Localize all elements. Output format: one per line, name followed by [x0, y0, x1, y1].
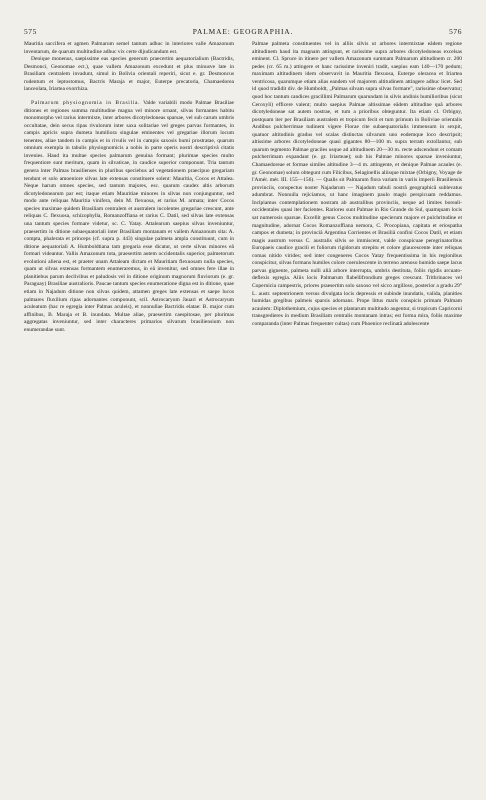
- paragraph: Denique monenus, saepissime eas species generum praecertim aequatorialium (Bactridis, Desmonci, Geonomae ect.), quae vallem Amazonum excedunt et plus minusve late in Brasiliam centralem invadunt, simul in Bolivia orientali reperiri, sicut e. gr. Desmoncus rudentum et leptostomus, Bactris Maraja et major, Euterpe precatoria, Chamaedorea lanceolata, Iriartea exorrhiza.: [24, 56, 234, 93]
- paragraph-text: Valde variabili modo Palmae Brasiliae ditiones et regiones summa multitudine magna vel minore ornant, silvas formantes habitu monomorpho vel rarius intermixte, inter arbores dicotyledoneas sparsae, vel sub carum umbris occultatae, dein secus ripas rivulorum inter saxa solitariae vel greges parvas formantes, in campis apricis supra dumeta humiliora singulae eminentes vel gregariae illorum locum tenentes, aliae tandem in campis et in rivulis vel in campis saxosis humi prostratae, quarum omnium exempla in tabulis physiognomicis a nobis in parte operis nostri descriptivâ citatis invenies. Haud ita multae species palmarum genuina formant; plurimae species multo frequentiore sunt meritum, quam in silvaticae, in caudice superior componunt. Tria tantum genera inter Palmas brasilienses in pluribus speciebus ad vegetationem praecipuo gregariam tendunt et solo amoeniore silvas late extensas constituere solent: Mauritia, Cocos et Attalea. Neque harum omnes species, sed tantum majores, esc. quarum caudex altis arborum dicotyledonearum par est; itaque etiam Mauritiae minores in silvas non conjunguntur, sed modo ante reliquas Mauritia vinifera, dein M. flexuosa, et rarius M. armata; inter Cocos species maximae quidem Brasiliam centralem et australem incolentes gregariae crescunt, ante reliquas C. flexuosa, schizophylla, Romanzoffiana et rarius C. Datil, sed silvas late extensas una tantum species formare videtur, sc. C. Yatay. Attalearum saepius silvas inveniuntur, praesertim in ditione subaequatoriali inter Brasiliam montanam et vallem Amazonum sita: A. compta, phalerata et princeps (cf. supra p. 443) singulae palmeta ampla constituunt, cum in ditione aequatoriali A. Humboldtiana tam gregaria esse dicatur, ut certe silvas minores eâ formari videantur. Vallis Amazonum tota, praesertim autem occidentalis superior, palmetorum evolutioni aliena est, et praeter unam Attaleam dictam et Mauritiam flexuosam nulla species, quam ut silvas extensas formantem enumeraremus, in eâ invenitur, sed omnes fere illae in planitiebus parum declivibus et paludosis vel in ditione originum magnorum fluviorum (e. gr. Paraguay) Brasiliae australioris. Paucae tantum species enumeratione digna est in ditione, quae etiam in Najadum ditione non silvas quidem, attamen greges late extensas et saepe lucos palmares fluxilium ripas adornantes componunt, scil. Astrocaryum Jauari et Astrocaryum aculeatum (hac re egregia inter Palmas aculeis), et nonnullae Bactridis elatae: B. major cum affinibus, B. Maraja et B. inundata. Multae aliae, praesertim caespitosae, per plurimas aggregatas inveniuntur, sed inter characteres primarios silvarum brasiliensium non enumerandae sunt.: [24, 99, 234, 333]
- right-column: [252, 41, 462, 328]
- page-number-left: 575: [24, 27, 37, 36]
- section-paragraph: [24, 100, 234, 334]
- page-number-right: 576: [449, 27, 462, 36]
- running-title: PALMAE: GEOGRAPHIA.: [192, 27, 294, 36]
- page-header: [24, 27, 462, 36]
- paragraph: Mauritia sacciferа et agmen Palmarum semel tantum adhuc in interiores valle Amazonum inventarum, de quarum multitudine adhuc vix certe dijudicandum est.: [24, 41, 234, 55]
- left-column: [24, 41, 234, 334]
- section-heading: Palmarum physiognomia in Brasilia.: [31, 99, 141, 106]
- paragraph: Palmae palmeta constituentes vel in alliis silvis ut arbores intermixtae eâdem regione altitudinem haud ita magnam attingunt, et rarissime supra arbores dicotyledoneas excelsas eminent. Cl. Spruce in itinere per vallem Amazonum summam Palmarum altitudinem cr. 200 pedes (cr. 65 m.) attingere et hanc rarissime inveniri tradit, saepius eam 140—170 pedum; maximam altitudinem idem observavit in Mauritia flexuosa, Euterpe oleracea et Iriartea ventricosa, quarumque etiam alias eandem vel majorem altitudinem attingere adhuc licet. Sed id quod tradidit div. de Humboldt, „Palmas silvam supra silvas formare", rarissime observatur; quod hoc tantum candices gracillimi Palmarum quarundam in silvis andinis humilioribus (sicut Ceroxyli) efficere valent; multo saepius Palmae altissimae eâdem altitudine quâ arbores dicotyledoneae sat autem nostrae, et tum a prioribus obteguntur. Ita etiam cl. Orbigny, postquam iter per Brasiliam australem et tropicum fecit et tum primum in Boliviae orientalis Andibus pulcherrimae tudinem vigere Florae rite subaequatorialis immensum in sexpit, quatuor altitudinis gradus vel scalas distinctas silvarum uno eodemque loco descripsit; altissime arbores dicotyledoneae quasi gigantes 80—100 m. supra terram extollantur, sub quarum tegmento Palmae graciles usque ad altitudinem 20—30 m. recte adscendunt et comam pulcherrimam expandant (e. gr. Iriarteae); sub his Palmae minores sparsae inveniuntur, Chamaedoreae et formae similes altitudine 3—4 m. attingente, et denique Palmae acaules (e. gr. Geonomae) solum obtegunt cum Filicibus, Selaginellis aliisque mixtae (Orbigny, Voyage de l'Amér. mér. III. 155—156). — Qualis sit Palmarum flora variam in variis imperii Brasiliensis provinciis, conspectus noster Najadarum — Najadum tabuli nostrâ geographicâ sublevatus adumbrat. Nonnulla rejiciamus, ut hanc imaginem paulo magis perspicuam reddamus. Inclpiamus contemplationem nostram ab australibus provinciis, neque ad limites boreali-occidentales quasi iter facientes. Rariores sunt Palmae in Rio Grande do Sul, quamquam locis sat numerosis sparsae. Excellit genus Cocos multitudine specierum majore et pulchritudine et magnitudine, adornat Cocos Romanzoffiana nemora, C. Procopiana, capitata et eriospatha campos et dumeta; in provinciâ Argentina Corrientes et Brasiliâ confini Cocos Datil, et etiam magis austrum versus C. australis silvis se immiscent, valde conspicuae peregrinatoribus Europaeis caudice gracili et foliorum rigidorum strepitu et colore glaucescente inter reliquas comas nitido virides; sed inter congeneres Cocos Yatay frequentissima in his regionibus conspicitur, silvas formans humiles colore coerulescente in terreno arenoso humido saepe lacus parvas gignente, palmeta nulli aliâ arbore interrupta, umbris destituta, foliis rigidis arcuato-deflexis egregia. Aliis locis Palmarum flabellifrondium greges crescunt. Trithrinaces vel Copernicia campestris, priores praesertim solo saxoso vel sicco argilloso, posterior a gradu 29° L. austr. septentrionem versus divulgata locis depressis et subinde inundatis, valida, planities humidas gregibus palmeis sparsis adornans. Prope littus maris conspicis primam Palmam acaulem: Diplothemium, cujus species et plantarum multitudo augentur, si tropicum Capricorni transgredieres in medium Brasiliam centralis montanam intras; est forma mira, foliis maxime comparanda (inter Palmas frequenter cultas) cum Phoenice reclinatâ adolescente: [252, 41, 462, 327]
